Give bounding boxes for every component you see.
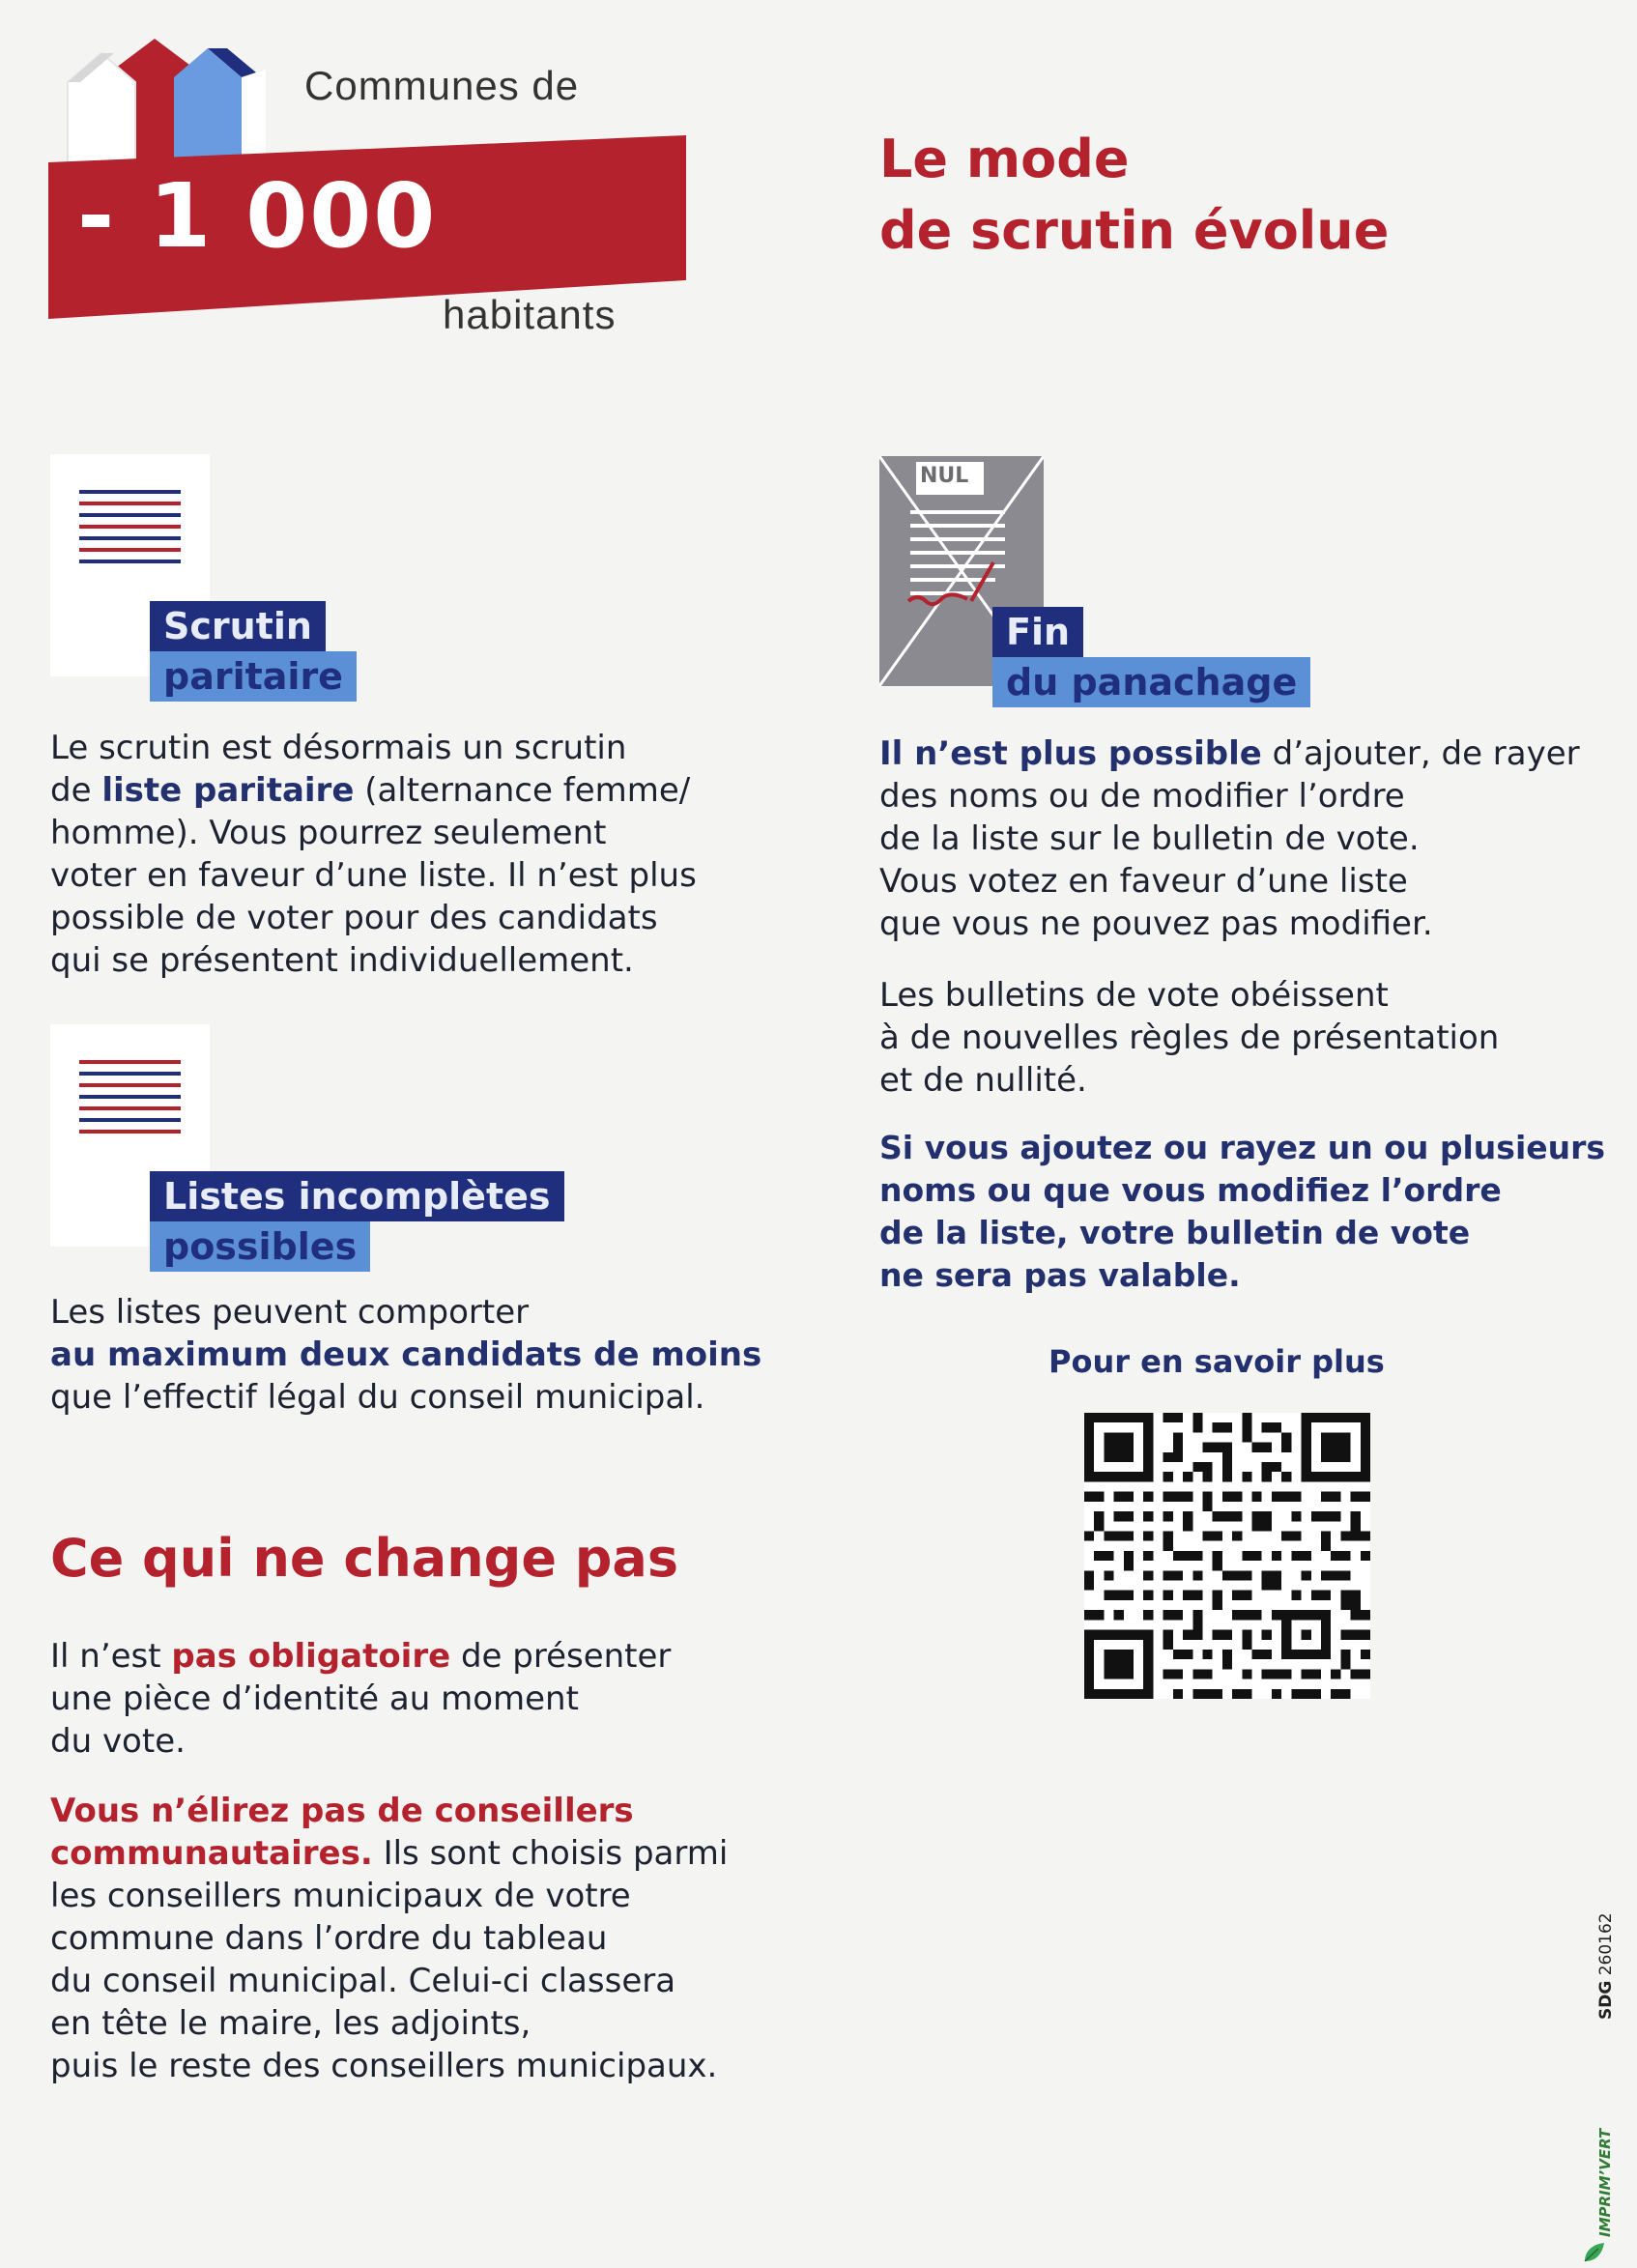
text-line: commune dans l’ordre du tableau <box>50 1919 608 1958</box>
text-span: de <box>50 771 102 810</box>
leaf-icon <box>1581 2240 1606 2265</box>
nochange-paragraph-2 <box>50 1790 804 2087</box>
bold-span: pas obligatoire <box>171 1637 451 1676</box>
text-line: que vous ne pouvez pas modifier. <box>879 904 1433 943</box>
text-line <box>50 1832 804 1875</box>
text-line: en tête le maire, les adjoints, <box>50 2004 531 2043</box>
text-line: homme). Vous pourrez seulement <box>50 814 607 852</box>
sdg-code <box>1596 1912 1616 2020</box>
savoir-label: Pour en savoir plus <box>1048 1343 1385 1380</box>
text-line: les conseillers municipaux de votre <box>50 1877 631 1915</box>
text-line: voter en faveur d’une liste. Il n’est plus <box>50 856 697 895</box>
bold-line: Vous n’élirez pas de conseillers <box>50 1792 634 1830</box>
panachage-tag-line-1: Fin <box>992 607 1083 657</box>
panachage-paragraph-3 <box>879 1127 1614 1297</box>
text-line: du vote. <box>50 1722 186 1761</box>
listes-tag-line-1: Listes incomplètes <box>150 1171 564 1221</box>
scrutin-tag-line-1: Scrutin <box>150 601 326 651</box>
text-line <box>50 1635 785 1678</box>
bold-span: liste paritaire <box>101 771 355 810</box>
panachage-paragraph-1 <box>879 732 1614 945</box>
panachage-tag-line-2: du panachage <box>992 657 1310 707</box>
imprim-vert-label <box>1596 2129 1614 2237</box>
nul-label: NUL <box>920 464 969 488</box>
population-number: - 1 000 <box>77 164 438 268</box>
title-line-2: de scrutin évolue <box>879 200 1390 261</box>
text-line: Vous votez en faveur d’une liste <box>879 862 1408 901</box>
scrutin-tag-line-2: paritaire <box>150 651 357 702</box>
text-line: que l’effectif légal du conseil municipal. <box>50 1378 705 1417</box>
text-line <box>50 769 746 812</box>
listes-tag-line-2: possibles <box>150 1221 370 1272</box>
ballot-lines-icon <box>79 1058 186 1135</box>
bold-span: communautaires. <box>50 1834 373 1873</box>
text-line <box>879 732 1614 775</box>
text-line: Le scrutin est désormais un scrutin <box>50 729 627 767</box>
panachage-paragraph-2 <box>879 974 1614 1102</box>
sdg-number: 260162 <box>1596 1912 1616 1976</box>
qr-code-icon <box>1084 1413 1370 1699</box>
text-line: qui se présentent individuellement. <box>50 941 634 980</box>
text-line: possible de voter pour des candidats <box>50 899 658 937</box>
bold-line: au maximum deux candidats de moins <box>50 1335 762 1374</box>
listes-paragraph <box>50 1291 785 1419</box>
habitants-label: habitants <box>443 292 617 337</box>
text-line: de la liste sur le bulletin de vote. <box>879 819 1420 858</box>
text-span: de présenter <box>450 1637 672 1676</box>
communes-label: Communes de <box>304 63 580 108</box>
scrutin-paragraph <box>50 727 746 982</box>
text-line: du conseil municipal. Celui-ci classera <box>50 1962 676 2000</box>
sdg-bold: SDG <box>1596 1980 1616 2020</box>
text-line: des noms ou de modifier l’ordre <box>879 777 1405 816</box>
bold-span: Il n’est plus possible <box>879 734 1262 773</box>
nochange-heading: Ce qui ne change pas <box>50 1528 678 1589</box>
text-line: noms ou que vous modifiez l’ordre <box>879 1171 1502 1209</box>
text-line: Les bulletins de vote obéissent <box>879 976 1389 1015</box>
header-block <box>48 29 705 348</box>
text-line: Les listes peuvent comporter <box>50 1293 530 1332</box>
text-span: (alternance femme/ <box>354 771 691 810</box>
text-span: Il n’est <box>50 1637 172 1676</box>
text-line: de la liste, votre bulletin de vote <box>879 1214 1471 1251</box>
nochange-paragraph-1 <box>50 1635 785 1763</box>
imprim-vert-text: IMPRIM’VERT <box>1596 2128 1614 2237</box>
text-line: une pièce d’identité au moment <box>50 1679 579 1718</box>
title-line-1: Le mode <box>879 129 1130 189</box>
text-span: d’ajouter, de rayer <box>1261 734 1580 773</box>
page-title <box>879 124 1389 267</box>
ballot-lines-icon <box>79 488 186 565</box>
text-line: ne sera pas valable. <box>879 1256 1241 1294</box>
text-span: Ils sont choisis parmi <box>372 1834 729 1873</box>
text-line: et de nullité. <box>879 1061 1087 1100</box>
text-line: à de nouvelles règles de présentation <box>879 1019 1500 1057</box>
text-line: Si vous ajoutez ou rayez un ou plusieurs <box>879 1129 1606 1166</box>
text-line: puis le reste des conseillers municipaux. <box>50 2047 718 2085</box>
